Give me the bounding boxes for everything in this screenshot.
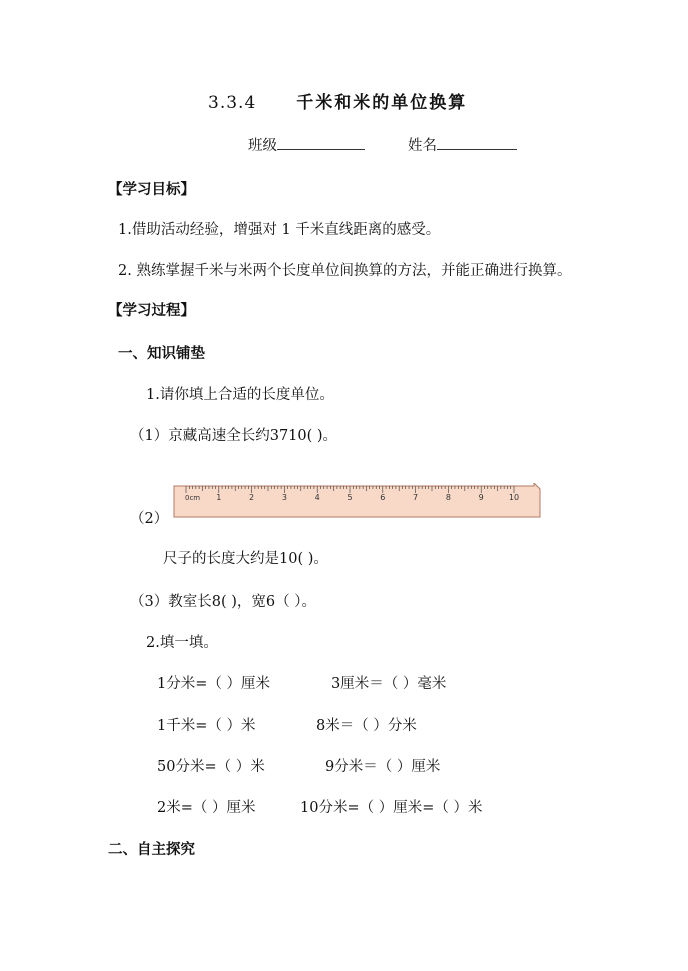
fill-row-3-right: 9分米＝（ ）厘米 (325, 759, 441, 775)
section-2-title: 二、自主探究 (108, 841, 195, 858)
question-1: 1.请你填上合适的长度单位。 (146, 387, 334, 403)
question-1-2-label: （2） (130, 511, 169, 527)
ruler-tick-label: 5 (347, 493, 353, 502)
question-1-1: （1）京藏高速全长约3710( )。 (130, 428, 338, 444)
goals-heading: 【学习目标】 (108, 181, 195, 198)
ruler-tick-label: 7 (413, 493, 419, 502)
goal-item-2: 2. 熟练掌握千米与米两个长度单位间换算的方法，并能正确进行换算。 (118, 263, 572, 279)
fill-row-3-left: 50分米=（ ）米 (157, 759, 265, 775)
ruler-unit-label: 0cm (185, 494, 201, 502)
fill-row-4-right: 10分米=（ ）厘米=（ ）米 (300, 800, 483, 816)
section-1-title: 一、知识铺垫 (118, 345, 205, 362)
ruler-tick-label: 4 (314, 493, 320, 502)
class-field (248, 134, 365, 155)
name-blank[interactable] (437, 135, 517, 150)
class-blank[interactable] (277, 135, 365, 150)
fill-row-4-left: 2米=（ ）厘米 (157, 800, 256, 816)
ruler-tick-label: 6 (380, 493, 386, 502)
ruler-tick-label: 2 (249, 493, 255, 502)
class-label: 班级 (248, 138, 277, 154)
ruler-tick-label: 8 (445, 493, 451, 502)
question-1-2-text: 尺子的长度大约是10( )。 (163, 551, 328, 567)
lesson-title: 千米和米的单位换算 (296, 93, 468, 113)
ruler-tick-label: 10 (508, 493, 520, 502)
ruler-tick-label: 1 (216, 493, 222, 502)
fill-row-1-right: 3厘米＝（ ）毫米 (331, 676, 447, 692)
process-heading: 【学习过程】 (108, 302, 195, 319)
question-2: 2.填一填。 (146, 635, 218, 651)
ruler-tick-label: 3 (281, 493, 287, 502)
ruler-tick-label: 9 (478, 493, 484, 502)
page-title (208, 88, 467, 113)
name-label: 姓名 (408, 138, 437, 154)
fill-row-2-left: 1千米=（ ）米 (157, 718, 256, 734)
fill-row-2-right: 8米＝（ ）分米 (316, 718, 417, 734)
ruler-svg (172, 483, 542, 519)
lesson-number: 3.3.4 (208, 93, 257, 113)
ruler-image (172, 483, 542, 519)
fill-row-1-left: 1分米=（ ）厘米 (157, 676, 270, 692)
goal-item-1: 1.借助活动经验，增强对 1 千米直线距离的感受。 (118, 222, 441, 238)
question-1-3: （3）教室长8( )，宽6（ ）。 (130, 594, 316, 610)
name-field (408, 134, 517, 155)
